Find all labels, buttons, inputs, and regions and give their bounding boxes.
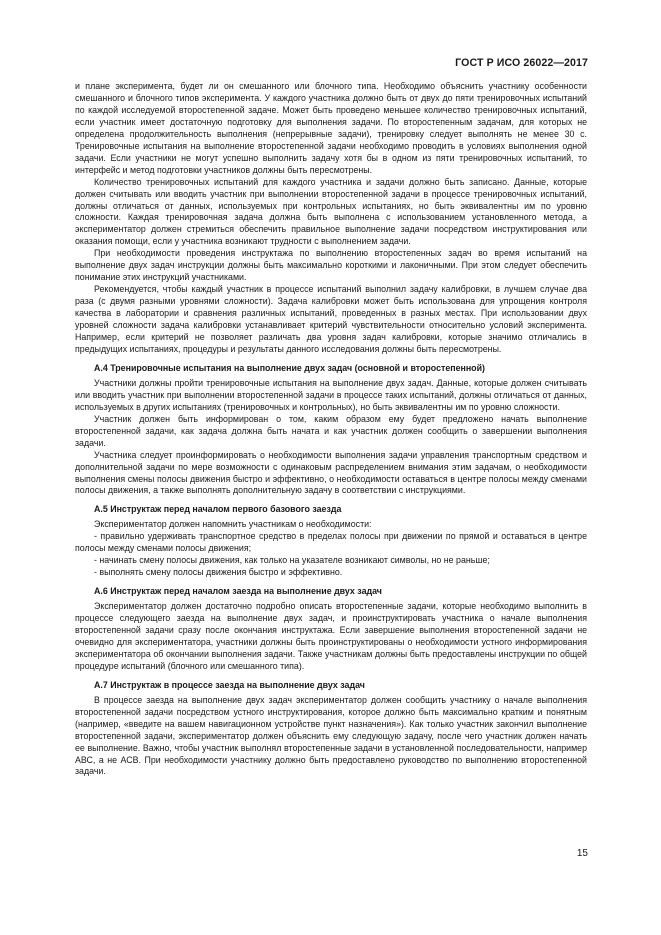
paragraph: Участники должны пройти тренировочные испытания на выполнение двух задач. Данные, которые должен считывать или вводить участник при выполнении второстепенной задачи в процессе таких испытаний, должны отличаться от данных, используемых в других испытаниях (тренировочных и контрольных), но быть эквивалентны им по уровню сложности.	[75, 377, 587, 412]
list-item: - выполнять смену полосы движения быстро и эффективно.	[94, 567, 343, 578]
paragraph: Экспериментатор должен достаточно подробно описать второстепенные задачи, которые необходимо выполнить в процессе следующего заезда на выполнение двух задач, и проинструктировать участника о начале выполнения второстепенной задачи сразу после окончания инструктажа. Если завершение выполнения второстепенной задачи не очевидно для экспериментатора, участники должны быть проинструктированы о необходимости устного информирования экспериментатора об окончании выполнения задачи. Также участникам должны быть предоставлены инструкции по общей процедуре испытаний (блочного или смешанного типа).	[75, 601, 587, 671]
paragraph: При необходимости проведения инструктажа по выполнению второстепенных задач во время испытаний на выполнение двух задач инструкции должны быть максимально короткими и лаконичными. При этом следует обеспечить понимание этих инструкций участниками.	[75, 248, 587, 283]
paragraph: Количество тренировочных испытаний для каждого участника и задачи должно быть записано. Данные, которые должен считывать или вводить участник при выполнении второстепенной задачи в процессе тренировочных испытаний, должны отличаться от данных, используемых при контрольных испытаниях, но быть эквивалентны им по уровню сложности. Каждая тренировочная задача должна быть выполнена с использованием установленного метода, а экспериментатор должен стремиться обеспечить правильное выполнение задачи посредством инструктирования или оказания помощи, если у участника возникают трудности с выполнением задачи.	[75, 176, 587, 247]
paragraph: В процессе заезда на выполнение двух задач экспериментатор должен сообщить участнику о начале выполнения второстепенной задачи посредством устного инструктирования, которое должно быть максимально кратким и понятным (например, «введите на вашем навигационном устройстве пункт назначения»). Как только участник закончил выполнение второстепенной задачи, экспериментатор должен объяснить ему следующую задачу, после чего участник должен начать ее выполнение. Важно, чтобы участник выполнял второстепенные задачи в установленной последовательности, например АВС, а не АСВ. При необходимости участнику должно быть предоставлено руководство по выполнению второстепенной задачи.	[75, 694, 587, 777]
paragraph: Экспериментатор должен напомнить участникам о необходимости:	[94, 519, 372, 530]
page-number: 15	[576, 848, 588, 859]
section-heading-a6: А.6 Инструктаж перед началом заезда на выполнение двух задач	[94, 586, 382, 597]
paragraph: Рекомендуется, чтобы каждый участник в процессе испытаний выполнил задачу калибровки, в лучшем случае два раза (с двумя разными уровнями сложности). Задача калибровки может быть использована для упрощения контроля качества в лаборатории и сравнения различных испытаний, проведенных в разных местах. При использовании двух уровней сложности задача калибровки устанавливает критерий чувствительности относительно условий эксперимента. Например, если критерий не позволяет различать два уровня задач калибровки, которые значимо отличались в предыдущих испытаниях, процедуры и результаты данного исследования должны быть пересмотрены.	[75, 284, 587, 354]
paragraph: Участника следует проинформировать о необходимости выполнения задачи управления транспортным средством и дополнительной задачи по мере возможности с одинаковым распределением внимания этим задачам, о необходимости выполнения смены полосы движения быстро и эффективно, о необходимости оставаться в центре полосы между сменами полосы движения, а также выполнять дополнительную задачу в соответствии с инструкциями.	[75, 449, 587, 496]
list-item: - начинать смену полосы движения, как только на указателе возникают символы, но не раньше;	[94, 555, 490, 566]
standard-header: ГОСТ Р ИСО 26022—2017	[455, 57, 588, 69]
paragraph: Участник должен быть информирован о том, каким образом ему будет предложено начать выполнение второстепенной задачи, как задача должна быть начата и как участник должен сообщить о завершении выполнения задачи.	[75, 413, 587, 448]
section-heading-a5: А.5 Инструктаж перед началом первого базового заезда	[94, 504, 342, 515]
paragraph: и плане эксперимента, будет ли он смешанного или блочного типа. Необходимо объяснить участнику особенности смешанного и блочного типов эксперимента. У каждого участника должно быть от двух до пяти тренировочных испытаний по каждой исследуемой второстепенной задаче. Может быть проведено меньшее количество тренировочных испытаний, если участник имеет достаточную подготовку для выполнения задачи. По второстепенным задачам, для которых не определена продолжительность выполнения (непрерывные задачи), тренировку следует выполнять не менее 30 с. Тренировочные испытания на выполнение второстепенной задачи необходимо проводить в условиях выполнения одной задачи. Если участники не могут успешно выполнить задачу хотя бы в одном из пяти тренировочных испытаний, то интерфейс и метод подготовки участников должны быть пересмотрены.	[75, 81, 587, 175]
section-heading-a4: А.4 Тренировочные испытания на выполнение двух задач (основной и второстепенной)	[94, 362, 485, 373]
page-content	[75, 81, 587, 778]
section-heading-a7: А.7 Инструктаж в процессе заезда на выполнение двух задач	[94, 679, 365, 690]
list-item: - правильно удерживать транспортное средство в пределах полосы при движении по прямой и оставаться в центре полосы между сменами полосы движения;	[75, 531, 587, 554]
